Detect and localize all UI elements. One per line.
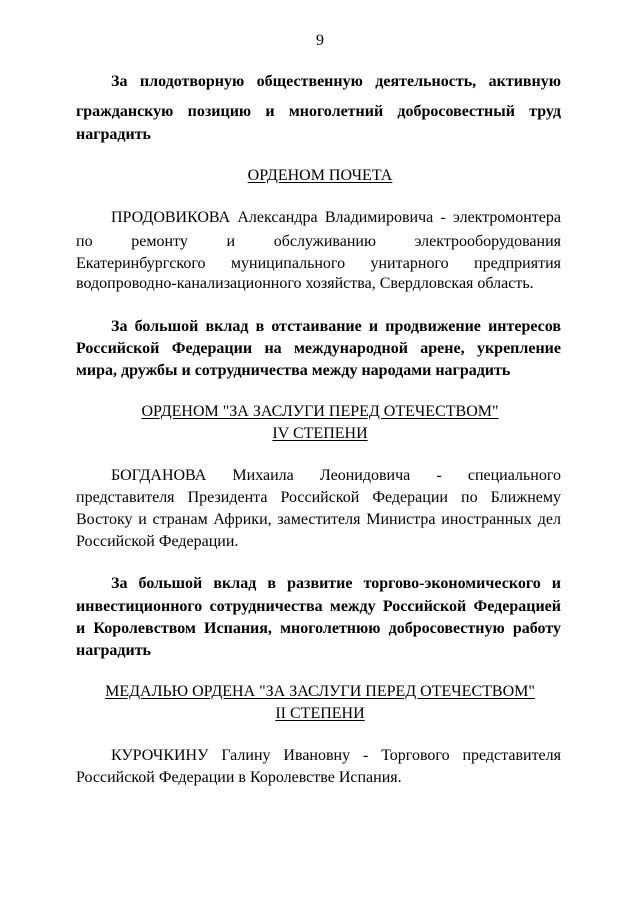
award-reason-line: За плодотворную общественную деятельность, активную [111,73,561,90]
award-degree: II СТЕПЕНИ [275,705,365,722]
award-title: МЕДАЛЬЮ ОРДЕНА "ЗА ЗАСЛУГИ ПЕРЕД ОТЕЧЕСТВОМ" [105,683,535,700]
recipient-line: КУРОЧКИНУ Галину Ивановну - Торгового представителя [111,747,561,764]
award-reason-line: инвестиционного сотрудничества между Российской Федерацией [76,598,561,615]
recipient-line: ПРОДОВИКОВА Александра Владимировича - электромонтера [111,209,561,226]
award-reason-line: наградить [76,126,152,143]
award-reason-line: гражданскую позицию и многолетний добросовестный труд [76,103,561,120]
award-reason-line: мира, дружбы и сотрудничества между народами наградить [76,362,511,379]
recipient-line: представителя Президента Российской Федерации по Ближнему [76,489,561,506]
recipient-line: Российской Федерации в Королевстве Испания. [76,769,402,786]
recipient-line: Екатеринбургского муниципального унитарного предприятия [76,255,561,272]
recipient-line: Востоку и странам Африки, заместителя Министра иностранных дел [76,511,561,528]
recipient-line: БОГДАНОВА Михаила Леонидовича - специального [111,467,561,484]
award-degree: IV СТЕПЕНИ [272,425,368,442]
recipient-line: Российской Федерации. [76,533,239,550]
award-reason-line: За большой вклад в развитие торгово-экономического и [111,575,561,592]
page-number: 9 [316,32,324,49]
award-reason-line: и Королевством Испания, многолетнюю добросовестную работу [76,620,561,637]
award-reason-line: За большой вклад в отстаивание и продвижение интересов [111,318,561,335]
award-reason-line: Российской Федерации на международной арене, укрепление [76,340,561,357]
award-title: ОРДЕНОМ "ЗА ЗАСЛУГИ ПЕРЕД ОТЕЧЕСТВОМ" [141,403,499,420]
award-title: ОРДЕНОМ ПОЧЕТА [247,167,393,184]
recipient-line: по ремонту и обслуживанию электрооборудования [76,233,561,250]
award-reason-line: наградить [76,642,152,659]
recipient-line: водопроводно-канализационного хозяйства, Свердловская область. [76,275,534,292]
